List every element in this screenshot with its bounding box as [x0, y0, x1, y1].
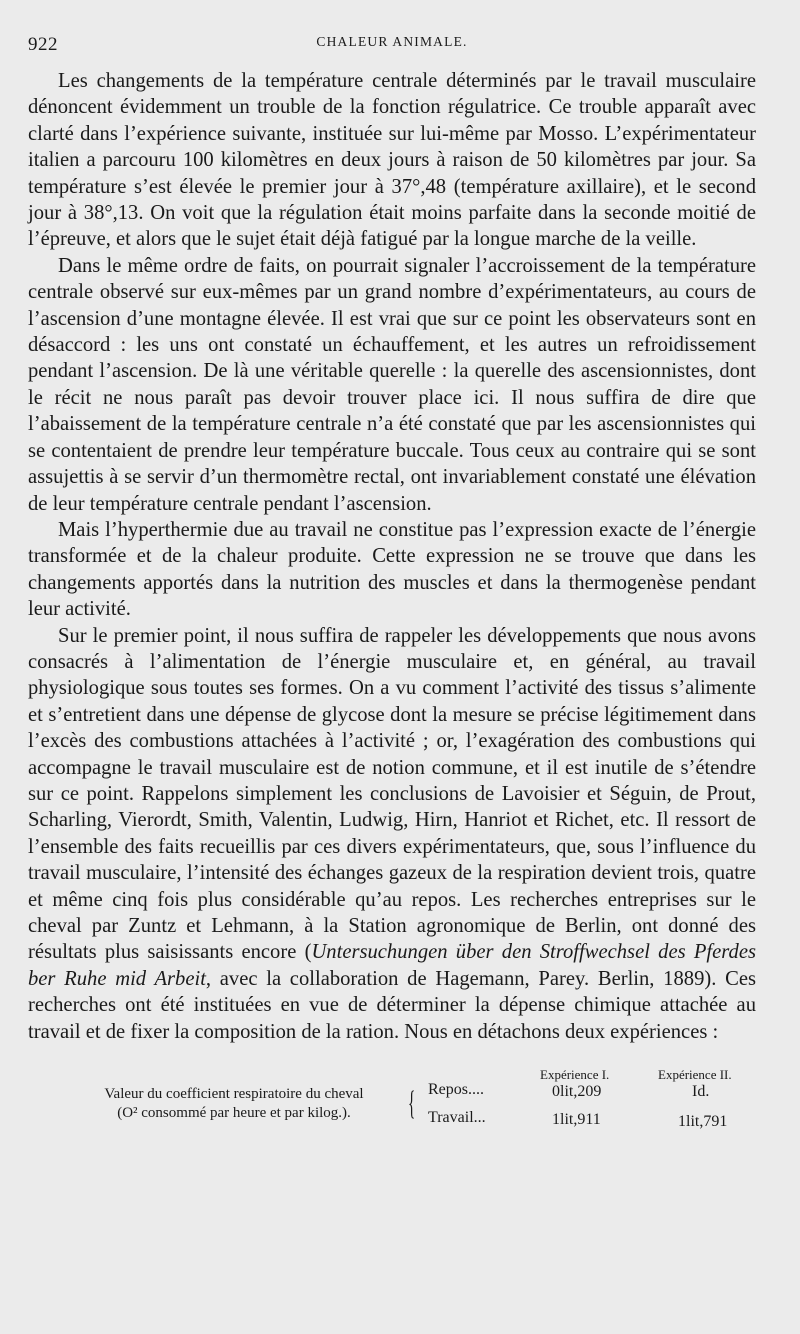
page-number: 922	[28, 34, 58, 55]
data-table	[28, 1067, 756, 1147]
brace-symbol: {	[408, 1085, 416, 1123]
body-text	[28, 68, 756, 1045]
label-line-2: (O² consommé par heure et par kilog.).	[117, 1105, 351, 1122]
value-repos-exp1: 0lit,209	[552, 1083, 602, 1101]
paragraph-4-start: Sur le premier point, il nous suffira de rappeler les développements que nous avons consacrés à l’alimentation de l’énergie musculaire et, en général, au travail physiologique sous toutes ses formes. On a vu comment l’activité des tissus s’alimente et s’entretient dans une dépense de glycose dont la mesure se précise légitimement dans l’excès des combustions attachées à l’activité ; or, l’exagération des combustions qui accompagne le travail musculaire est de notion commune, et il est inutile de s’étendre sur ce point. Rappelons simplement les conclusions de Lavoisier et Séguin, de Prout, Scharling, Vierordt, Smith, Valentin, Ludwig, Hirn, Hanriot et Richet, etc. Il ressort de l’ensemble des faits recueillis par ces divers expérimentateurs, que, sous l’influence du travail musculaire, l’intensité des échanges gazeux de la respiration devient trois, quatre et même cinq fois plus considérable qu’au repos. Les recherches entreprises sur le cheval par Zuntz et Lehmann, à la Station agronomique de Berlin, ont donné des résultats plus saisissants encore (	[28, 624, 756, 964]
column-header-experience-1: Expérience I.	[540, 1067, 610, 1083]
paragraph-2: Dans le même ordre de faits, on pourrait signaler l’accroissement de la température centrale observé sur eux-mêmes par un grand nombre d’expérimentateurs, au cours de l’ascension d’une montagne élevée. Il est vrai que sur ce point les observateurs sont en désaccord : les uns ont constaté un échauffement, et les autres un refroidissement pendant l’ascension. De là une véritable querelle : la querelle des ascensionnistes, dont le récit ne nous paraît pas devoir trouver place ici. Il nous suffira de dire que l’abaissement de la température centrale n’a été constaté que par les ascensionnistes qui se contentaient de prendre leur température buccale. Tous ceux au contraire qui se sont assujettis à se servir d’un thermomètre rectal, ont invariablement constaté une élévation de leur température centrale pendant l’ascension.	[28, 254, 756, 515]
column-header-experience-2: Expérience II.	[658, 1067, 732, 1083]
table-row-label	[64, 1085, 404, 1123]
paragraph-1: Les changements de la température centrale déterminés par le travail musculaire dénoncent évidemment un trouble de la fonction régulatrice. Ce trouble apparaît avec clarté dans l’expérience suivante, instituée sur lui-même par Mosso. L’expérimentateur italien a parcouru 100 kilomètres en deux jours à raison de 50 kilomètres par jour. Sa température s’est élevée le premier jour à 37°,48 (température axillaire), et le second jour à 38°,13. On voit que la régulation était moins parfaite dans la seconde moitié de l’épreuve, et alors que le sujet était déjà fatigué par la longue marche de la veille.	[28, 70, 756, 251]
value-travail-exp2: 1lit,791	[678, 1113, 728, 1131]
paragraph-3: Mais l’hyperthermie due au travail ne constitue pas l’expression exacte de l’énergie transformée et de la chaleur produite. Cette expression ne se trouve que dans les changements apportés dans la nutrition des muscles et dans la thermogenèse pendant leur activité.	[28, 518, 756, 621]
row-label-travail: Travail...	[428, 1109, 486, 1127]
book-title-citation: Untersuchungen über den Stroffwechsel des Pferdes ber Ruhe mid Arbeit	[28, 941, 756, 990]
paragraph-4	[28, 623, 756, 1046]
label-line-1: Valeur du coefficient respiratoire du cheval	[104, 1086, 364, 1103]
running-title: CHALEUR ANIMALE.	[316, 34, 468, 49]
page-header	[28, 30, 756, 62]
value-repos-exp2: Id.	[692, 1083, 710, 1101]
paragraph-4-end: , avec la collaboration de Hagemann, Parey. Berlin, 1889). Ces recherches ont été instituées en vue de déterminer la dépense chimique attachée au travail et de fixer la composition de la ration. Nous en détachons deux expériences :	[28, 967, 756, 1043]
row-label-repos: Repos....	[428, 1081, 484, 1099]
value-travail-exp1: 1lit,911	[552, 1111, 601, 1129]
